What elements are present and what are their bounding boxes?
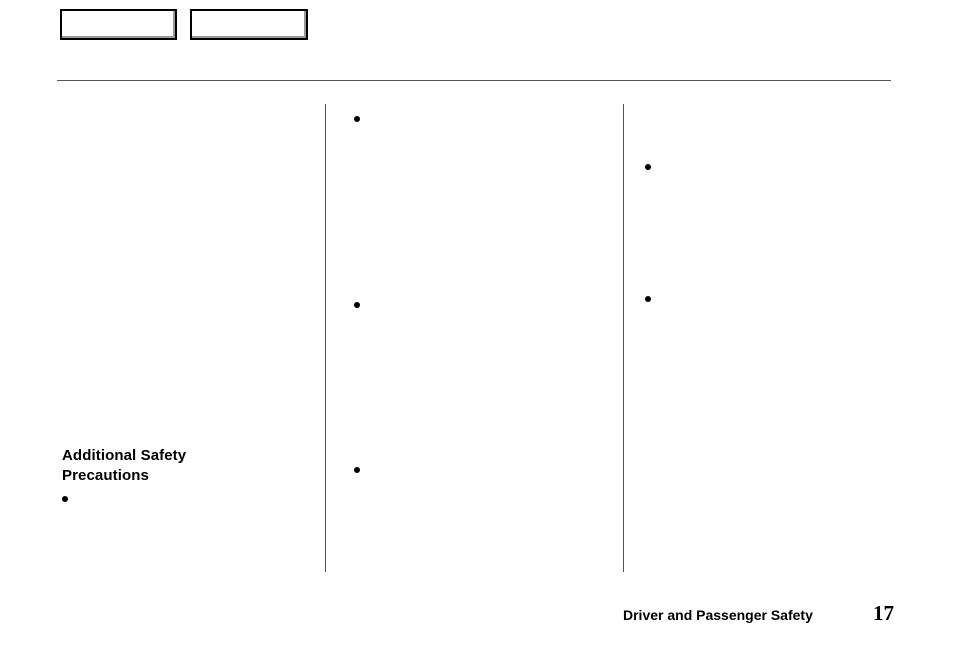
section-heading-line-2: Precautions: [62, 467, 149, 484]
section-heading-line-1: Additional Safety: [62, 447, 187, 464]
header-divider: [57, 80, 891, 81]
next-page-button[interactable]: [190, 9, 308, 40]
bullet-icon: [645, 296, 651, 302]
bullet-icon: [62, 496, 68, 502]
chapter-title: Driver and Passenger Safety: [623, 607, 813, 623]
column-divider-left: [325, 104, 326, 572]
bullet-icon: [645, 164, 651, 170]
section-heading: [62, 446, 302, 486]
column-divider-right: [623, 104, 624, 572]
bullet-icon: [354, 302, 360, 308]
previous-page-button[interactable]: [60, 9, 177, 40]
page-number: 17: [873, 601, 894, 625]
bullet-icon: [354, 116, 360, 122]
bullet-icon: [354, 467, 360, 473]
